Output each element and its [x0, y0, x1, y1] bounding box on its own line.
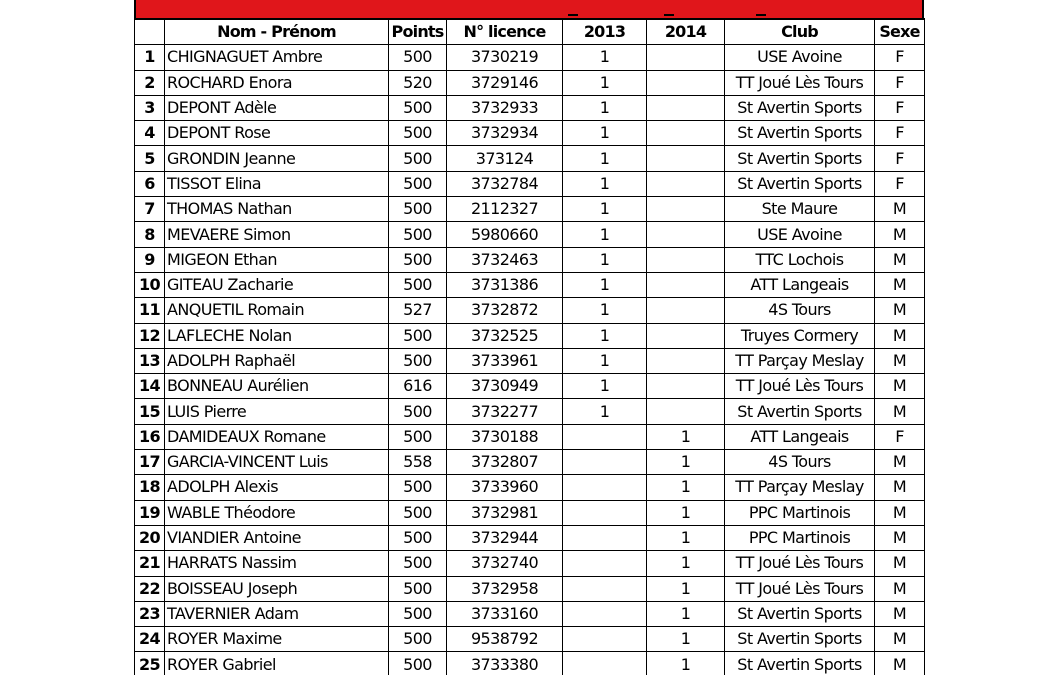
year-2013-mark: 1	[563, 323, 647, 348]
player-licence: 3732872	[447, 298, 563, 323]
player-name: MIGEON Ethan	[165, 247, 389, 272]
year-2013-mark	[563, 450, 647, 475]
player-sexe: M	[875, 348, 925, 373]
table-header-row	[135, 19, 925, 45]
player-name: ROYER Maxime	[165, 627, 389, 652]
player-licence: 3730188	[447, 424, 563, 449]
player-points: 500	[389, 171, 447, 196]
player-licence: 3729146	[447, 70, 563, 95]
row-number: 13	[135, 348, 165, 373]
table-row	[135, 272, 925, 297]
row-number: 17	[135, 450, 165, 475]
year-2014-mark	[647, 222, 725, 247]
year-2013-mark: 1	[563, 348, 647, 373]
column-header-points: Points	[389, 19, 447, 45]
player-licence: 3730949	[447, 374, 563, 399]
player-licence: 373124	[447, 146, 563, 171]
row-number: 18	[135, 475, 165, 500]
player-points: 500	[389, 45, 447, 70]
row-number: 8	[135, 222, 165, 247]
year-2014-mark	[647, 95, 725, 120]
table-row	[135, 576, 925, 601]
year-2013-mark	[563, 525, 647, 550]
year-2014-mark	[647, 70, 725, 95]
row-number: 20	[135, 525, 165, 550]
table-row	[135, 500, 925, 525]
column-header-2013: 2013	[563, 19, 647, 45]
year-2013-mark: 1	[563, 298, 647, 323]
player-club: TT Parçay Meslay	[725, 475, 875, 500]
player-club: ATT Langeais	[725, 424, 875, 449]
player-points: 500	[389, 475, 447, 500]
player-sexe: M	[875, 627, 925, 652]
player-sexe: M	[875, 601, 925, 626]
player-club: St Avertin Sports	[725, 601, 875, 626]
player-sexe: M	[875, 450, 925, 475]
player-name: ROYER Gabriel	[165, 652, 389, 675]
player-name: GRONDIN Jeanne	[165, 146, 389, 171]
year-2014-mark: 1	[647, 627, 725, 652]
player-sexe: F	[875, 171, 925, 196]
year-2013-mark: 1	[563, 222, 647, 247]
player-licence: 3732981	[447, 500, 563, 525]
column-header-licence: N° licence	[447, 19, 563, 45]
player-sexe: M	[875, 222, 925, 247]
table-row	[135, 121, 925, 146]
player-points: 500	[389, 272, 447, 297]
player-licence: 2112327	[447, 197, 563, 222]
year-2013-mark	[563, 500, 647, 525]
column-header-rank	[135, 19, 165, 45]
player-name: DAMIDEAUX Romane	[165, 424, 389, 449]
player-points: 527	[389, 298, 447, 323]
player-licence: 3732958	[447, 576, 563, 601]
table-row	[135, 348, 925, 373]
row-number: 23	[135, 601, 165, 626]
year-2014-mark	[647, 247, 725, 272]
player-points: 500	[389, 146, 447, 171]
table-row	[135, 70, 925, 95]
year-2013-mark: 1	[563, 197, 647, 222]
player-club: TT Joué Lès Tours	[725, 576, 875, 601]
player-name: THOMAS Nathan	[165, 197, 389, 222]
row-number: 25	[135, 652, 165, 675]
player-sexe: F	[875, 45, 925, 70]
player-club: St Avertin Sports	[725, 171, 875, 196]
player-name: TISSOT Elina	[165, 171, 389, 196]
row-number: 16	[135, 424, 165, 449]
row-number: 12	[135, 323, 165, 348]
player-licence: 3733380	[447, 652, 563, 675]
table-row	[135, 475, 925, 500]
year-2013-mark	[563, 576, 647, 601]
year-2013-mark: 1	[563, 95, 647, 120]
table-row	[135, 450, 925, 475]
player-licence: 5980660	[447, 222, 563, 247]
year-2014-mark: 1	[647, 525, 725, 550]
player-sexe: M	[875, 272, 925, 297]
player-licence: 3733961	[447, 348, 563, 373]
player-name: LAFLECHE Nolan	[165, 323, 389, 348]
row-number: 19	[135, 500, 165, 525]
year-2013-mark: 1	[563, 70, 647, 95]
year-2014-mark	[647, 121, 725, 146]
year-2014-mark: 1	[647, 576, 725, 601]
row-number: 1	[135, 45, 165, 70]
player-name: CHIGNAGUET Ambre	[165, 45, 389, 70]
results-table	[134, 18, 925, 675]
row-number: 4	[135, 121, 165, 146]
player-points: 500	[389, 525, 447, 550]
player-sexe: F	[875, 146, 925, 171]
player-sexe: M	[875, 525, 925, 550]
row-number: 2	[135, 70, 165, 95]
column-header-sexe: Sexe	[875, 19, 925, 45]
player-sexe: M	[875, 576, 925, 601]
table-row	[135, 627, 925, 652]
player-points: 500	[389, 601, 447, 626]
player-sexe: M	[875, 500, 925, 525]
year-2014-mark	[647, 374, 725, 399]
year-2013-mark: 1	[563, 171, 647, 196]
player-name: GITEAU Zacharie	[165, 272, 389, 297]
player-name: GARCIA-VINCENT Luis	[165, 450, 389, 475]
player-club: 4S Tours	[725, 298, 875, 323]
player-name: WABLE Théodore	[165, 500, 389, 525]
player-points: 500	[389, 222, 447, 247]
player-club: ATT Langeais	[725, 272, 875, 297]
player-sexe: M	[875, 475, 925, 500]
year-2014-mark	[647, 399, 725, 424]
player-points: 500	[389, 348, 447, 373]
year-2013-mark	[563, 652, 647, 675]
year-2013-mark: 1	[563, 146, 647, 171]
table-row	[135, 298, 925, 323]
player-licence: 3732463	[447, 247, 563, 272]
player-licence: 3732933	[447, 95, 563, 120]
year-2014-mark	[647, 171, 725, 196]
player-club: TT Parçay Meslay	[725, 348, 875, 373]
player-sexe: M	[875, 323, 925, 348]
year-2014-mark: 1	[647, 601, 725, 626]
row-number: 9	[135, 247, 165, 272]
player-sexe: M	[875, 652, 925, 675]
row-number: 10	[135, 272, 165, 297]
year-2014-mark	[647, 323, 725, 348]
player-sexe: F	[875, 121, 925, 146]
player-points: 500	[389, 551, 447, 576]
header-band-mark	[756, 14, 766, 16]
player-club: PPC Martinois	[725, 525, 875, 550]
player-club: St Avertin Sports	[725, 121, 875, 146]
player-name: BOISSEAU Joseph	[165, 576, 389, 601]
header-band-mark	[664, 14, 674, 16]
player-club: Ste Maure	[725, 197, 875, 222]
row-number: 15	[135, 399, 165, 424]
row-number: 3	[135, 95, 165, 120]
player-licence: 3732525	[447, 323, 563, 348]
row-number: 11	[135, 298, 165, 323]
player-club: Truyes Cormery	[725, 323, 875, 348]
table-row	[135, 323, 925, 348]
table-row	[135, 399, 925, 424]
year-2013-mark	[563, 475, 647, 500]
row-number: 21	[135, 551, 165, 576]
player-licence: 9538792	[447, 627, 563, 652]
table-row	[135, 146, 925, 171]
player-club: 4S Tours	[725, 450, 875, 475]
player-licence: 3732277	[447, 399, 563, 424]
player-club: PPC Martinois	[725, 500, 875, 525]
player-points: 500	[389, 247, 447, 272]
year-2013-mark	[563, 424, 647, 449]
row-number: 6	[135, 171, 165, 196]
table-row	[135, 222, 925, 247]
year-2014-mark: 1	[647, 450, 725, 475]
player-points: 500	[389, 424, 447, 449]
row-number: 7	[135, 197, 165, 222]
player-name: ADOLPH Alexis	[165, 475, 389, 500]
player-name: ADOLPH Raphaël	[165, 348, 389, 373]
player-sexe: M	[875, 197, 925, 222]
player-licence: 3732807	[447, 450, 563, 475]
column-header-club: Club	[725, 19, 875, 45]
player-points: 558	[389, 450, 447, 475]
row-number: 14	[135, 374, 165, 399]
table-row	[135, 171, 925, 196]
player-sexe: F	[875, 424, 925, 449]
year-2013-mark: 1	[563, 247, 647, 272]
year-2014-mark: 1	[647, 652, 725, 675]
player-points: 500	[389, 576, 447, 601]
header-band-mark	[568, 14, 578, 16]
year-2013-mark: 1	[563, 399, 647, 424]
player-points: 500	[389, 323, 447, 348]
table-body	[135, 45, 925, 675]
column-header-name: Nom - Prénom	[165, 19, 389, 45]
player-name: ROCHARD Enora	[165, 70, 389, 95]
year-2013-mark: 1	[563, 374, 647, 399]
row-number: 24	[135, 627, 165, 652]
player-points: 616	[389, 374, 447, 399]
row-number: 22	[135, 576, 165, 601]
column-header-2014: 2014	[647, 19, 725, 45]
table-row	[135, 95, 925, 120]
table-row	[135, 652, 925, 675]
year-2013-mark	[563, 627, 647, 652]
player-licence: 3732784	[447, 171, 563, 196]
table-row	[135, 247, 925, 272]
player-club: TT Joué Lès Tours	[725, 374, 875, 399]
player-licence: 3732740	[447, 551, 563, 576]
player-points: 500	[389, 500, 447, 525]
year-2013-mark	[563, 551, 647, 576]
player-points: 500	[389, 197, 447, 222]
table-row	[135, 551, 925, 576]
player-licence: 3733960	[447, 475, 563, 500]
player-licence: 3733160	[447, 601, 563, 626]
player-sexe: F	[875, 70, 925, 95]
player-sexe: F	[875, 95, 925, 120]
player-club: St Avertin Sports	[725, 399, 875, 424]
player-points: 520	[389, 70, 447, 95]
table-row	[135, 525, 925, 550]
player-club: USE Avoine	[725, 45, 875, 70]
table-row	[135, 374, 925, 399]
player-points: 500	[389, 121, 447, 146]
player-name: ANQUETIL Romain	[165, 298, 389, 323]
player-points: 500	[389, 95, 447, 120]
player-club: St Avertin Sports	[725, 95, 875, 120]
year-2014-mark: 1	[647, 551, 725, 576]
year-2014-mark	[647, 197, 725, 222]
player-name: DEPONT Rose	[165, 121, 389, 146]
player-licence: 3731386	[447, 272, 563, 297]
player-name: HARRATS Nassim	[165, 551, 389, 576]
player-sexe: M	[875, 399, 925, 424]
player-licence: 3732944	[447, 525, 563, 550]
player-club: St Avertin Sports	[725, 146, 875, 171]
player-sexe: M	[875, 551, 925, 576]
row-number: 5	[135, 146, 165, 171]
player-club: TT Joué Lès Tours	[725, 551, 875, 576]
player-licence: 3732934	[447, 121, 563, 146]
player-name: MEVAERE Simon	[165, 222, 389, 247]
player-sexe: M	[875, 298, 925, 323]
year-2014-mark	[647, 298, 725, 323]
player-points: 500	[389, 652, 447, 675]
year-2014-mark: 1	[647, 500, 725, 525]
player-club: St Avertin Sports	[725, 627, 875, 652]
player-name: VIANDIER Antoine	[165, 525, 389, 550]
player-sexe: M	[875, 247, 925, 272]
year-2014-mark: 1	[647, 475, 725, 500]
year-2014-mark	[647, 272, 725, 297]
year-2014-mark	[647, 348, 725, 373]
table-row	[135, 601, 925, 626]
player-points: 500	[389, 399, 447, 424]
table-row	[135, 45, 925, 70]
player-name: TAVERNIER Adam	[165, 601, 389, 626]
year-2013-mark: 1	[563, 45, 647, 70]
player-club: USE Avoine	[725, 222, 875, 247]
player-sexe: M	[875, 374, 925, 399]
table-row	[135, 197, 925, 222]
player-name: DEPONT Adèle	[165, 95, 389, 120]
player-club: TT Joué Lès Tours	[725, 70, 875, 95]
player-club: St Avertin Sports	[725, 652, 875, 675]
year-2013-mark	[563, 601, 647, 626]
table-row	[135, 424, 925, 449]
player-name: BONNEAU Aurélien	[165, 374, 389, 399]
player-points: 500	[389, 627, 447, 652]
year-2013-mark: 1	[563, 272, 647, 297]
player-club: TTC Lochois	[725, 247, 875, 272]
player-name: LUIS Pierre	[165, 399, 389, 424]
year-2014-mark: 1	[647, 424, 725, 449]
year-2014-mark	[647, 146, 725, 171]
year-2013-mark: 1	[563, 121, 647, 146]
header-band	[134, 0, 924, 18]
year-2014-mark	[647, 45, 725, 70]
player-licence: 3730219	[447, 45, 563, 70]
